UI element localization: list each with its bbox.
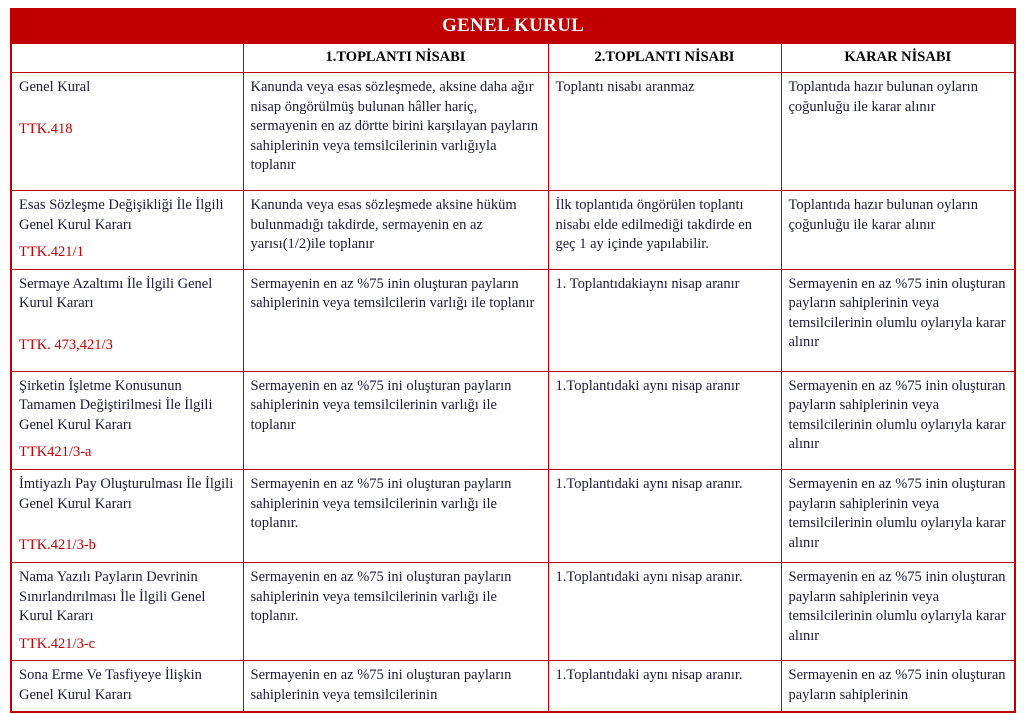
table-row — [11, 562, 1015, 660]
row-reference: TTK421/3-a — [19, 444, 92, 461]
table-header-row — [11, 44, 1015, 73]
table-row — [11, 469, 1015, 562]
table-row — [11, 371, 1015, 469]
row-topic-cell — [11, 371, 243, 469]
row-first-meeting-cell: Sermayenin en az %75 ini oluşturan payların sahiplerinin veya temsilcilerinin varlığı ile toplanır. — [243, 469, 548, 562]
row-reference: TTK. 473,421/3 — [19, 336, 113, 353]
row-reference: TTK.421/1 — [19, 244, 84, 261]
genel-kurul-table — [10, 8, 1016, 713]
row-second-meeting-cell: İlk toplantıda öngörülen toplantı nisabı elde edilmediği takdirde en geç 1 ay içinde yapılabilir. — [548, 191, 781, 270]
row-decision-cell: Sermayenin en az %75 inin oluşturan payların sahiplerinin veya temsilcilerinin olumlu oylarıyla karar alınır — [781, 371, 1015, 469]
row-topic-cell — [11, 191, 243, 270]
row-decision-cell: Sermayenin en az %75 inin oluşturan payların sahiplerinin — [781, 661, 1015, 713]
row-topic-text: Sona Erme Ve Tasfiyeye İlişkin Genel Kurul Kararı — [19, 667, 202, 703]
table-title-row — [11, 9, 1015, 44]
row-decision-cell: Sermayenin en az %75 inin oluşturan payların sahiplerinin veya temsilcilerinin olumlu oylarıyla karar alınır — [781, 562, 1015, 660]
table-row — [11, 661, 1015, 713]
row-topic-cell — [11, 269, 243, 371]
row-second-meeting-cell: Toplantı nisabı aranmaz — [548, 73, 781, 191]
row-topic-cell — [11, 661, 243, 713]
row-first-meeting-cell: Sermayenin en az %75 ini oluşturan payların sahiplerinin veya temsilcilerinin varlığı ile toplanır — [243, 371, 548, 469]
table-row — [11, 269, 1015, 371]
row-second-meeting-cell: 1. Toplantıdakiaynı nisap aranır — [548, 269, 781, 371]
row-topic-text: Sermaye Azaltımı İle İlgili Genel Kurul Kararı — [19, 275, 213, 312]
row-second-meeting-cell: 1.Toplantıdaki aynı nisap aranır. — [548, 661, 781, 713]
row-topic-cell — [11, 562, 243, 660]
row-reference: TTK.421/3-c — [19, 635, 96, 652]
row-first-meeting-cell: Sermayenin en az %75 ini oluşturan payların sahiplerinin veya temsilcilerinin — [243, 661, 548, 713]
row-decision-cell: Sermayenin en az %75 inin oluşturan payların sahiplerinin veya temsilcilerinin olumlu oylarıyla karar alınır — [781, 469, 1015, 562]
column-header-decision: KARAR NİSABI — [781, 44, 1015, 73]
row-second-meeting-cell: 1.Toplantıdaki aynı nisap aranır. — [548, 562, 781, 660]
row-first-meeting-cell: Kanunda veya esas sözleşmede, aksine daha ağır nisap öngörülmüş bulunan hâller hariç, sermayenin en az dörtte birini karşılayan payların sahiplerinin veya temsilcilerinin varlığıyla toplanır — [243, 73, 548, 191]
row-second-meeting-cell: 1.Toplantıdaki aynı nisap aranır. — [548, 469, 781, 562]
row-first-meeting-cell: Sermayenin en az %75 inin oluşturan payların sahiplerinin veya temsilcilerin varlığı ile toplanır — [243, 269, 548, 371]
column-header-second-meeting: 2.TOPLANTI NİSABI — [548, 44, 781, 73]
table-title: GENEL KURUL — [11, 9, 1015, 44]
row-topic-text: Nama Yazılı Payların Devrinin Sınırlandırılması İle İlgili Genel Kurul Kararı — [19, 568, 206, 625]
column-header-first-meeting: 1.TOPLANTI NİSABI — [243, 44, 548, 73]
row-topic-cell — [11, 73, 243, 191]
row-second-meeting-cell: 1.Toplantıdaki aynı nisap aranır — [548, 371, 781, 469]
table-row — [11, 73, 1015, 191]
row-topic-text: Şirketin İşletme Konusunun Tamamen Değiştirilmesi İle İlgili Genel Kurul Kararı — [19, 377, 213, 433]
row-topic-text: İmtiyazlı Pay Oluşturulması İle İlgili Genel Kurul Kararı — [19, 475, 234, 512]
row-first-meeting-cell: Sermayenin en az %75 ini oluşturan payların sahiplerinin veya temsilcilerinin varlığı ile toplanır. — [243, 562, 548, 660]
row-reference: TTK.421/3-b — [19, 537, 96, 554]
row-decision-cell: Toplantıda hazır bulunan oyların çoğunluğu ile karar alınır — [781, 73, 1015, 191]
row-topic-text: Esas Sözleşme Değişikliği İle İlgili Genel Kurul Kararı — [19, 197, 224, 233]
column-header-topic — [11, 44, 243, 73]
row-first-meeting-cell: Kanunda veya esas sözleşmede aksine hüküm bulunmadığı takdirde, sermayenin en az yarısı(1/2)ile toplanır — [243, 191, 548, 270]
row-topic-text: Genel Kural — [19, 79, 91, 95]
table-body — [11, 73, 1015, 713]
row-reference: TTK.418 — [19, 120, 73, 137]
row-decision-cell: Sermayenin en az %75 inin oluşturan payların sahiplerinin veya temsilcilerinin olumlu oylarıyla karar alınır — [781, 269, 1015, 371]
row-decision-cell: Toplantıda hazır bulunan oyların çoğunluğu ile karar alınır — [781, 191, 1015, 270]
row-topic-cell — [11, 469, 243, 562]
table-row — [11, 191, 1015, 270]
